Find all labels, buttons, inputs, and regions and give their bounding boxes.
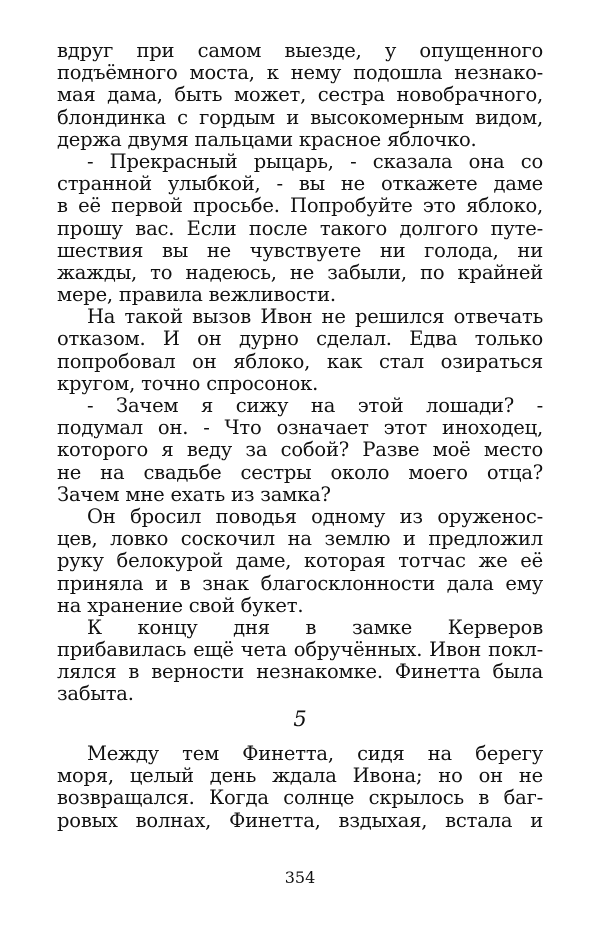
chapter-number: 5 xyxy=(293,707,307,731)
text-line: - Прекрасный рыцарь, - сказала она со xyxy=(87,149,543,173)
text-line: вдруг при самом выезде, у опущенного xyxy=(57,39,543,62)
text-line: не на свадьбе сестры около моего отца? xyxy=(57,460,543,484)
text-line: Он бросил поводья одному из оруженос- xyxy=(87,504,543,528)
text-line: попробовал он яблоко, как стал озираться xyxy=(57,349,543,373)
text-line: лялся в верности незнакомке. Финетта была xyxy=(57,660,543,684)
paragraph xyxy=(57,743,543,832)
text-line: приняла и в знак благосклонности дала ему xyxy=(57,571,543,595)
text-line: подъёмного моста, к нему подошла незнако- xyxy=(57,61,543,85)
paragraph xyxy=(57,395,543,506)
text-line: Зачем мне ехать из замка? xyxy=(57,482,331,506)
text-line: на хранение свой букет. xyxy=(57,593,304,617)
text-line: мая дама, быть может, сестра новобрачного, xyxy=(57,83,543,107)
paragraph xyxy=(57,151,543,306)
text-line: отказом. И он дурно сделал. Едва только xyxy=(57,327,543,351)
text-line: которого я веду за собой? Разве моё место xyxy=(57,438,543,462)
text-line: На такой вызов Ивон не решился отвечать xyxy=(87,305,543,329)
text-line: блондинка с гордым и высокомерным видом, xyxy=(57,105,543,129)
text-line: возвращался. Когда солнце скрылось в баг- xyxy=(57,786,543,810)
text-line: ровых волнах, Финетта, вздыхая, встала и xyxy=(57,808,543,832)
text-line: в её первой просьбе. Попробуйте это яблоко, xyxy=(57,194,543,218)
text-line: странной улыбкой, - вы не откажете даме xyxy=(57,172,543,196)
text-line: прибавилась ещё чета обручённых. Ивон покл- xyxy=(57,638,543,662)
text-line: К концу дня в замке Керверов xyxy=(87,615,543,639)
chapter-opening-text xyxy=(57,743,543,832)
text-line: забыта. xyxy=(57,682,134,706)
text-line: цев, ловко соскочил на землю и предложил xyxy=(57,527,543,551)
paragraph xyxy=(57,617,543,706)
paragraph xyxy=(57,506,543,617)
book-page-text xyxy=(57,40,543,706)
text-line: мере, правила вежливости. xyxy=(57,283,336,307)
text-line: жажды, то надеюсь, не забыли, по крайней xyxy=(57,260,543,284)
text-line: руку белокурой даме, которая тотчас же её xyxy=(57,549,543,573)
text-line: прошу вас. Если после такого долгого путе- xyxy=(57,216,543,240)
text-line: держа двумя пальцами красное яблочко. xyxy=(57,127,477,151)
text-line: Между тем Финетта, сидя на берегу xyxy=(87,742,543,765)
page-number: 354 xyxy=(284,868,316,887)
text-line: - Зачем я сижу на этой лошади? - xyxy=(87,394,543,417)
text-line: моря, целый день ждала Ивона; но он не xyxy=(57,764,543,788)
text-line: шествия вы не чувствуете ни голода, ни xyxy=(57,238,543,262)
paragraph xyxy=(57,306,543,395)
paragraph xyxy=(57,40,543,151)
text-line: кругом, точно спросонок. xyxy=(57,371,319,395)
text-line: подумал он. - Что означает этот иноходец, xyxy=(57,416,543,440)
